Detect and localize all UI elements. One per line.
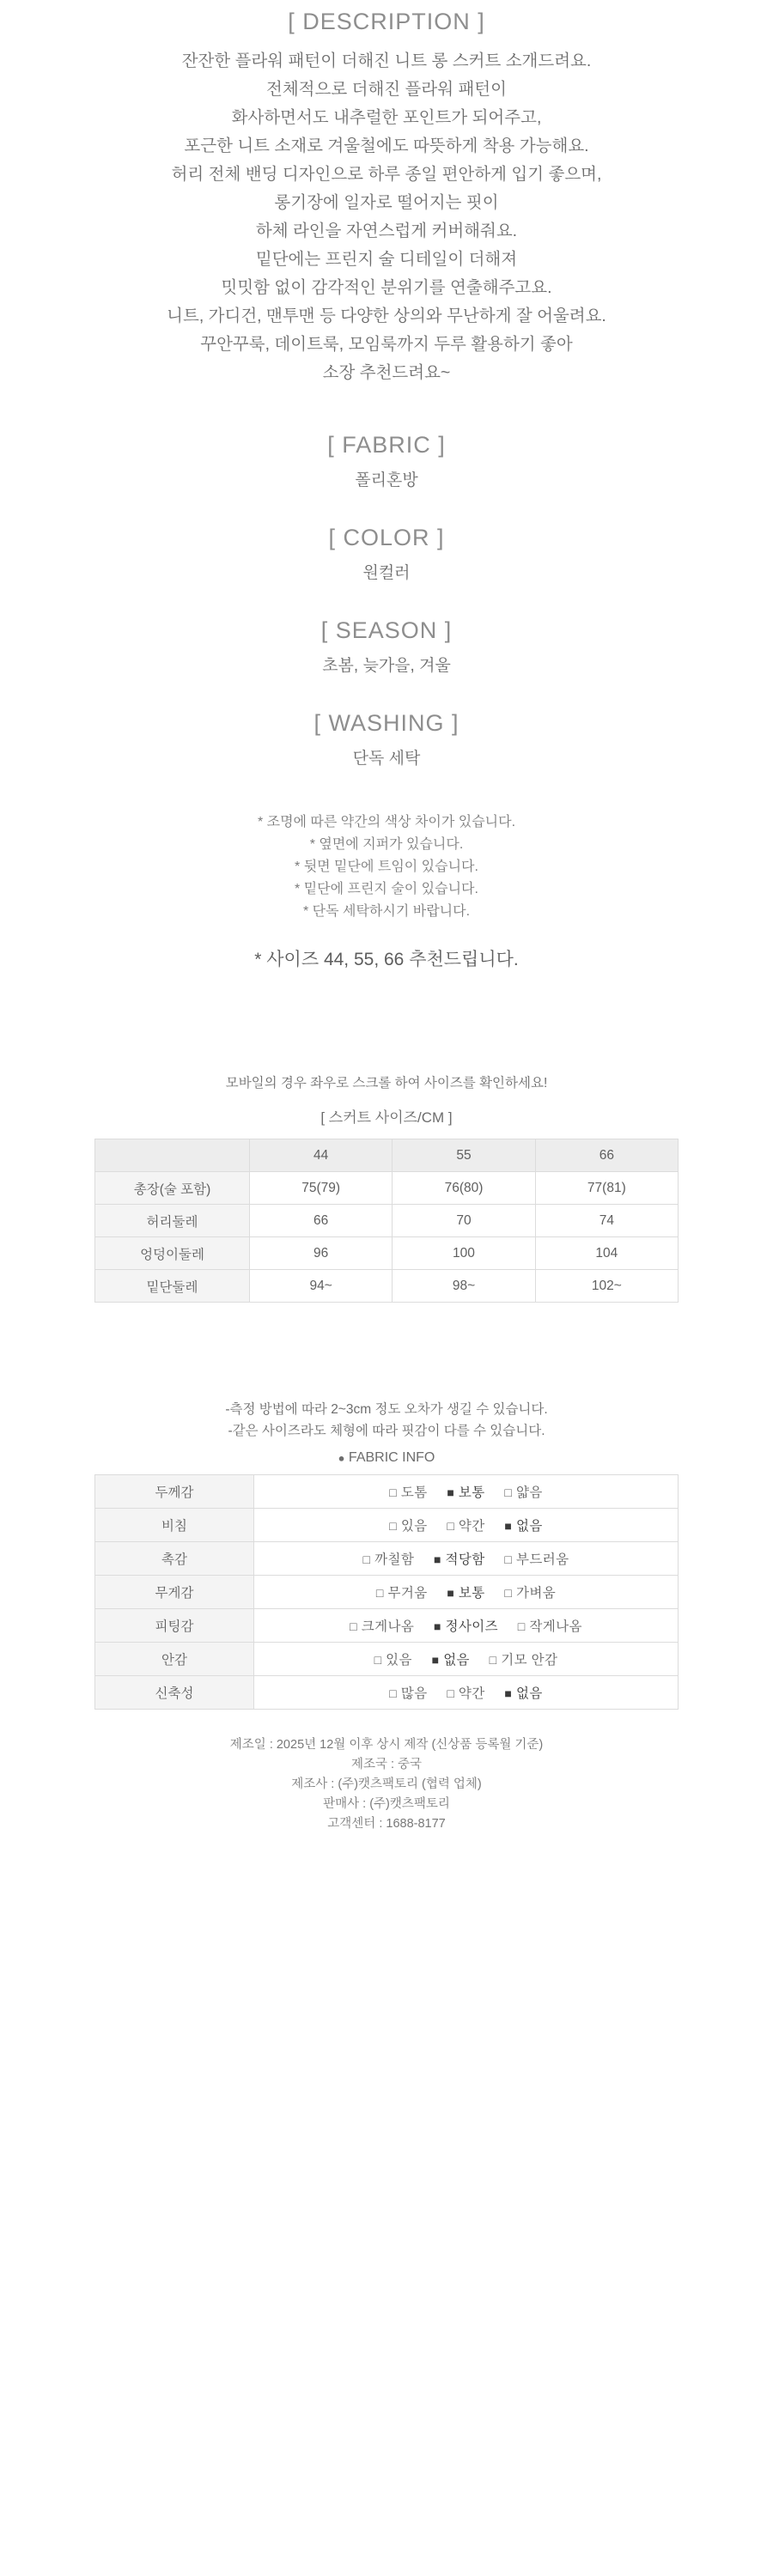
size-table-cell: 94~ — [250, 1270, 393, 1303]
checkbox-icon: □ — [375, 1586, 384, 1600]
size-table-body — [95, 1172, 679, 1303]
fabric-option — [389, 1485, 427, 1500]
fabric-row-options — [254, 1542, 679, 1576]
checkbox-icon: □ — [350, 1619, 358, 1633]
fabric-info-table — [94, 1474, 679, 1710]
footer-line: 판매사 : (주)캣츠팩토리 — [323, 1797, 450, 1811]
fabric-option — [447, 1586, 484, 1601]
checkbox-icon: □ — [504, 1586, 513, 1600]
fabric-info-body — [95, 1475, 679, 1710]
size-table-row-label: 총장(술 포함) — [95, 1172, 250, 1205]
fabric-row-options — [254, 1609, 679, 1643]
table-row — [95, 1576, 679, 1609]
fabric-option-label: 없음 — [443, 1653, 470, 1668]
checkbox-filled-icon: ■ — [433, 1619, 441, 1633]
fabric-info-title — [0, 1450, 773, 1466]
footer-line: 제조일 : 2025년 12월 이후 상시 제작 (신상품 등록월 기준) — [229, 1738, 544, 1752]
fabric-row-label: 촉감 — [95, 1542, 254, 1576]
size-table-title: [ 스커트 사이즈/CM ] — [320, 1109, 453, 1126]
washing-value: 단독 세탁 — [352, 750, 421, 768]
size-table-wrap — [94, 1139, 679, 1303]
fabric-option — [504, 1519, 542, 1534]
fabric-heading: [ FABRIC ] — [327, 432, 446, 458]
season-heading: [ SEASON ] — [320, 617, 453, 643]
care-note-line: * 옆면에 지퍼가 있습니다. — [309, 837, 464, 852]
description-line: 밑단에는 프린지 술 디테일이 더해져 — [255, 250, 518, 269]
fabric-info-title-text: FABRIC INFO — [348, 1450, 435, 1465]
table-row — [95, 1509, 679, 1542]
fabric-option-label: 없음 — [515, 1686, 543, 1701]
fabric-option — [447, 1686, 484, 1701]
size-table-corner — [95, 1139, 250, 1172]
description-line: 잔잔한 플라워 패턴이 더해진 니트 롱 스커트 소개드려요. — [181, 52, 592, 70]
fabric-option — [363, 1552, 415, 1567]
fabric-option — [490, 1653, 558, 1668]
measure-notes — [0, 1399, 773, 1442]
fabric-option-label: 얇음 — [515, 1485, 543, 1500]
fabric-option — [434, 1619, 498, 1634]
size-table-cell: 76(80) — [393, 1172, 535, 1205]
fabric-option-label: 정사이즈 — [445, 1619, 499, 1634]
color-value: 원컬러 — [362, 564, 411, 582]
size-table — [94, 1139, 679, 1303]
fabric-row-options — [254, 1676, 679, 1710]
fabric-row-label: 안감 — [95, 1643, 254, 1676]
care-note-line: * 뒷면 밑단에 트임이 있습니다. — [295, 860, 478, 874]
fabric-option — [434, 1552, 485, 1567]
fabric-option — [389, 1686, 427, 1701]
fabric-option-label: 있음 — [400, 1519, 428, 1534]
measure-note-line: -측정 방법에 따라 2~3cm 정도 오차가 생길 수 있습니다. — [225, 1402, 548, 1417]
fabric-option — [350, 1619, 414, 1634]
fabric-option — [447, 1519, 484, 1534]
description-body — [0, 47, 773, 387]
fabric-option — [447, 1485, 484, 1500]
checkbox-filled-icon: ■ — [504, 1686, 513, 1700]
fabric-option-label: 까칠함 — [374, 1552, 415, 1567]
size-table-row-label: 허리둘레 — [95, 1205, 250, 1237]
fabric-option-label: 있음 — [386, 1653, 412, 1668]
checkbox-filled-icon: ■ — [431, 1653, 440, 1667]
checkbox-icon: □ — [489, 1653, 497, 1667]
washing-heading: [ WASHING ] — [313, 710, 460, 736]
fabric-option — [504, 1552, 569, 1567]
checkbox-filled-icon: ■ — [433, 1552, 441, 1566]
fabric-row-label: 신축성 — [95, 1676, 254, 1710]
checkbox-filled-icon: ■ — [447, 1586, 455, 1600]
size-table-cell: 98~ — [393, 1270, 535, 1303]
color-heading: [ COLOR ] — [328, 525, 445, 550]
table-row — [95, 1475, 679, 1509]
table-row — [95, 1270, 679, 1303]
fabric-option-label: 약간 — [458, 1519, 485, 1534]
fabric-row-options — [254, 1475, 679, 1509]
fabric-option-label: 무거움 — [387, 1586, 428, 1601]
table-row — [95, 1205, 679, 1237]
table-row — [95, 1676, 679, 1710]
size-table-col-header: 55 — [393, 1139, 535, 1172]
care-note-line: * 단독 세탁하시기 바랍니다. — [302, 904, 471, 919]
table-row — [95, 1172, 679, 1205]
footer-line: 고객센터 : 1688-8177 — [327, 1817, 446, 1831]
fabric-row-label: 비침 — [95, 1509, 254, 1542]
size-table-cell: 102~ — [535, 1270, 678, 1303]
fabric-option — [376, 1586, 428, 1601]
description-line: 꾸안꾸룩, 데이트룩, 모임룩까지 두루 활용하기 좋아 — [200, 335, 573, 354]
fabric-option-label: 도톰 — [400, 1485, 428, 1500]
size-table-col-header: 44 — [250, 1139, 393, 1172]
checkbox-icon: □ — [447, 1519, 455, 1533]
fabric-row-options — [254, 1576, 679, 1609]
fabric-option-label: 보통 — [458, 1485, 485, 1500]
description-line: 전체적으로 더해진 플라워 패턴이 — [266, 80, 507, 99]
fabric-row-label: 무게감 — [95, 1576, 254, 1609]
description-line: 밋밋함 없이 감각적인 분위기를 연출해주고요. — [221, 278, 552, 297]
description-heading: [ DESCRIPTION ] — [288, 9, 485, 34]
footer-line: 제조사 : (주)캣츠팩토리 (협력 업체) — [291, 1777, 482, 1791]
fabric-option — [374, 1653, 412, 1668]
season-value: 초봄, 늦가을, 겨울 — [322, 657, 451, 675]
fabric-option-label: 기모 안감 — [501, 1653, 558, 1668]
fabric-option-label: 많음 — [400, 1686, 428, 1701]
fabric-option — [518, 1619, 582, 1634]
footer-line: 제조국 : 중국 — [350, 1758, 423, 1771]
fabric-row-label: 두께감 — [95, 1475, 254, 1509]
size-table-row-label: 밑단둘레 — [95, 1270, 250, 1303]
size-table-cell: 66 — [250, 1205, 393, 1237]
table-row — [95, 1643, 679, 1676]
table-row — [95, 1609, 679, 1643]
size-table-row-label: 엉덩이둘레 — [95, 1237, 250, 1270]
care-notes — [0, 811, 773, 923]
fabric-info-table-wrap — [94, 1474, 679, 1710]
checkbox-icon: □ — [374, 1653, 382, 1667]
size-table-head — [95, 1139, 679, 1172]
size-table-cell: 77(81) — [535, 1172, 678, 1205]
fabric-option — [389, 1519, 427, 1534]
fabric-row-options — [254, 1643, 679, 1676]
scroll-hint: 모바일의 경우 좌우로 스크롤 하여 사이즈를 확인하세요! — [225, 1076, 548, 1091]
fabric-option-label: 적당함 — [445, 1552, 485, 1567]
fabric-option — [504, 1686, 542, 1701]
checkbox-icon: □ — [389, 1686, 398, 1700]
description-line: 하체 라인을 자연스럽게 커버해줘요. — [255, 222, 518, 240]
description-line: 니트, 가디건, 맨투맨 등 다양한 상의와 무난하게 잘 어울려요. — [167, 307, 606, 325]
fabric-option-label: 없음 — [515, 1519, 543, 1534]
fabric-option-label: 부드러움 — [515, 1552, 569, 1567]
checkbox-icon: □ — [389, 1485, 398, 1499]
checkbox-icon: □ — [504, 1552, 513, 1566]
description-line: 허리 전체 밴딩 디자인으로 하루 종일 편안하게 입기 좋으며, — [171, 165, 602, 184]
checkbox-icon: □ — [447, 1686, 455, 1700]
fabric-option-label: 보통 — [458, 1586, 485, 1601]
bullet-icon: ● — [338, 1451, 345, 1465]
description-line: 화사하면서도 내추럴한 포인트가 되어주고, — [231, 108, 542, 127]
fabric-option — [504, 1586, 556, 1601]
checkbox-icon: □ — [517, 1619, 526, 1633]
size-table-cell: 104 — [535, 1237, 678, 1270]
fabric-option — [504, 1485, 542, 1500]
table-row — [95, 1542, 679, 1576]
fabric-option-label: 작게나옴 — [529, 1619, 582, 1634]
checkbox-icon: □ — [389, 1519, 398, 1533]
fabric-option — [432, 1653, 470, 1668]
manufacturer-info — [0, 1735, 773, 1851]
description-line: 포근한 니트 소재로 겨울철에도 따뜻하게 착용 가능해요. — [184, 137, 589, 155]
size-table-cell: 96 — [250, 1237, 393, 1270]
checkbox-icon: □ — [362, 1552, 371, 1566]
size-table-col-header: 66 — [535, 1139, 678, 1172]
fabric-row-options — [254, 1509, 679, 1542]
size-table-cell: 75(79) — [250, 1172, 393, 1205]
fabric-option-label: 크게나옴 — [361, 1619, 415, 1634]
care-note-line: * 밑단에 프린지 술이 있습니다. — [295, 882, 478, 896]
fabric-option-label: 약간 — [458, 1686, 485, 1701]
description-line: 소장 추천드려요~ — [322, 363, 451, 382]
size-table-cell: 74 — [535, 1205, 678, 1237]
measure-note-line: -같은 사이즈라도 체형에 따라 핏감이 다를 수 있습니다. — [228, 1424, 545, 1438]
description-line: 롱기장에 일자로 떨어지는 핏이 — [274, 193, 499, 212]
table-row — [95, 1237, 679, 1270]
fabric-row-label: 피팅감 — [95, 1609, 254, 1643]
checkbox-icon: □ — [504, 1485, 513, 1499]
checkbox-filled-icon: ■ — [504, 1519, 513, 1533]
table-row — [95, 1139, 679, 1172]
size-table-cell: 70 — [393, 1205, 535, 1237]
care-note-line: * 조명에 따른 약간의 색상 차이가 있습니다. — [257, 815, 516, 829]
checkbox-filled-icon: ■ — [447, 1485, 455, 1499]
size-recommendation: * 사이즈 44, 55, 66 추천드립니다. — [254, 950, 519, 969]
size-table-cell: 100 — [393, 1237, 535, 1270]
fabric-value: 폴리혼방 — [355, 471, 418, 489]
fabric-option-label: 가벼움 — [515, 1586, 557, 1601]
